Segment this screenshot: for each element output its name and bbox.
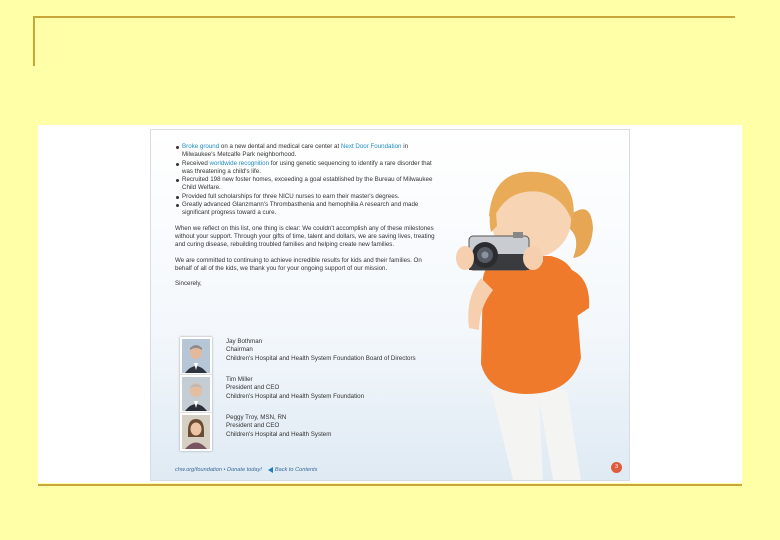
bullet-text: on a new dental and medical care center at [219,143,341,150]
letter-text [175,143,437,288]
next-door-foundation-link[interactable]: Next Door Foundation [340,143,402,150]
signatory-name: Jay Bothman [226,338,263,345]
signatory-name: Tim Miller [226,376,253,383]
list-item: Greatly advanced Glanzmann's Thrombasthenia and hemophilia A research and made significant progress toward a cure. [182,201,437,218]
bullet-lead: Broke ground [182,143,220,150]
commitment-paragraph: We are committed to continuing to achieve incredible results for kids and their families. On behalf of all of the kids, we thank you for your ongoing support of our mission. [175,256,422,272]
closing-text: Sincerely, [175,280,202,288]
slide-frame-top [33,16,735,18]
bullet-lead: Received [182,159,210,167]
page-number-badge: 3 [611,462,622,473]
signatory-org: Children's Hospital and Health System [226,430,332,438]
signatory-title: President and CEO [226,422,280,430]
back-arrow-icon[interactable] [268,467,273,473]
back-to-contents-link[interactable]: Back to Contents [274,467,318,473]
list-item: Provided full scholarships for three NICU nurses to earn their master's degrees. [182,193,437,201]
worldwide-recognition-link[interactable]: worldwide recognition [209,159,270,167]
achievements-list [175,143,437,218]
portrait-photo [180,375,212,413]
signatory-org: Children's Hospital and Health System Foundation [226,392,365,400]
list-item: Recruited 198 new foster homes, exceeding a goal established by the Bureau of Milwaukee Child Welfare. [182,176,437,193]
bullet-tail: for using genetic sequencing to identify a rare disorder that was threatening a child's life. [182,159,432,175]
signatory-name: Peggy Troy, MSN, RN [226,414,287,421]
portrait-photo [180,413,212,451]
slide-frame-bottom [38,484,742,486]
child-with-camera-image [441,158,621,480]
signatory-row [180,337,416,375]
list-item [182,143,437,160]
signatory-title: President and CEO [226,384,280,392]
signatory-org: Children's Hospital and Health System Foundation Board of Directors [226,354,416,362]
report-page [150,129,630,481]
bullet-tail: in Milwaukee's Metcalfe Park neighborhood. [182,143,409,159]
signatory-row [180,375,364,413]
slide-frame-left [33,16,35,66]
report-viewer [38,125,742,483]
list-item [182,160,437,177]
reflection-paragraph: When we reflect on this list, one thing is clear: We couldn't accomplish any of these milestones without your support. Through your gifts of time, talent and dollars, we are saving lives, treating and curing disease, rebuilding troubled families and helping create new families. [175,224,435,249]
donate-link[interactable]: chw.org/foundation • Donate today! [175,467,262,473]
page-footer [175,467,317,473]
signatory-title: Chairman [226,346,253,354]
signatory-row [180,413,331,451]
portrait-photo [180,337,212,375]
